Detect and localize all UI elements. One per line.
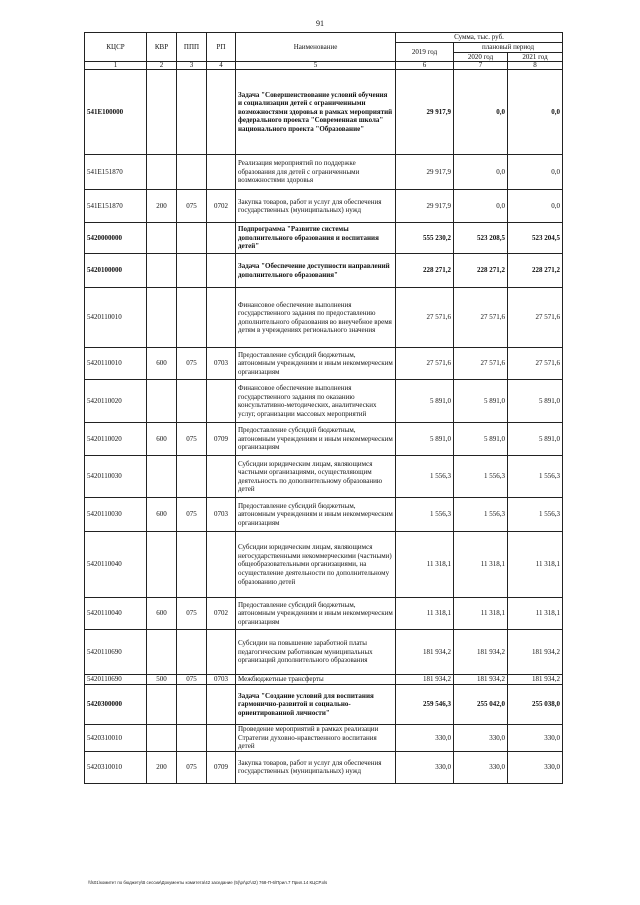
row-name-cell: Субсидии юридическим лицам, являющимся частными организациями, осуществляющим деятельность по дополнительному образованию детей <box>236 456 396 498</box>
row-2019-cell: 330,0 <box>396 725 454 752</box>
row-code-cell: 5420110010 <box>85 288 147 348</box>
row-ppp-cell: 075 <box>177 751 207 783</box>
table-row <box>85 70 563 155</box>
row-2021-cell: 181 934,2 <box>508 675 563 685</box>
row-rp-cell <box>207 456 236 498</box>
row-2019-cell: 1 556,3 <box>396 498 454 532</box>
header-year-2020: 2020 год <box>454 52 508 62</box>
row-2020-cell: 181 934,2 <box>454 675 508 685</box>
row-rp-cell <box>207 630 236 675</box>
row-2020-cell: 5 891,0 <box>454 423 508 456</box>
table-row <box>85 348 563 380</box>
row-2020-cell: 5 891,0 <box>454 380 508 423</box>
row-2020-cell: 330,0 <box>454 751 508 783</box>
row-rp-cell <box>207 223 236 254</box>
column-number: 5 <box>236 62 396 70</box>
table-row <box>85 456 563 498</box>
row-2020-cell: 0,0 <box>454 190 508 223</box>
row-2021-cell: 228 271,2 <box>508 254 563 288</box>
row-2020-cell: 27 571,6 <box>454 348 508 380</box>
row-kvr-cell: 200 <box>147 751 177 783</box>
column-number-row <box>85 62 563 70</box>
row-2021-cell: 255 038,0 <box>508 685 563 725</box>
row-2019-cell: 29 917,9 <box>396 70 454 155</box>
row-2021-cell: 27 571,6 <box>508 348 563 380</box>
table-row <box>85 498 563 532</box>
row-rp-cell: 0703 <box>207 675 236 685</box>
header-planned-period: плановый период <box>454 43 563 53</box>
row-2020-cell: 1 556,3 <box>454 456 508 498</box>
row-kvr-cell <box>147 630 177 675</box>
row-kvr-cell: 500 <box>147 675 177 685</box>
header-kvr: КВР <box>147 33 177 62</box>
row-name-cell: Финансовое обеспечение выполнения государственного задания по предоставлению дополнительного образования во внеучебное время детям в учреждениях регионального значения <box>236 288 396 348</box>
row-name-cell: Субсидии на повышение заработной платы педагогическим работникам муниципальных организаций дополнительного образования <box>236 630 396 675</box>
row-name-cell: Задача "Совершенствование условий обучения и социализации детей с ограниченными возможностями здоровья в рамках мероприятий федерального проекта "Современная школа" национального проекта "Образование" <box>236 70 396 155</box>
row-code-cell: 5420110010 <box>85 348 147 380</box>
row-kvr-cell <box>147 223 177 254</box>
row-kvr-cell <box>147 70 177 155</box>
row-name-cell: Предоставление субсидий бюджетным, автономным учреждениям и иным некоммерческим организациям <box>236 423 396 456</box>
row-2019-cell: 1 556,3 <box>396 456 454 498</box>
row-name-cell: Подпрограмма "Развитие системы дополнительного образования и воспитания детей" <box>236 223 396 254</box>
row-name-cell: Финансовое обеспечение выполнения государственного задания по оказанию консультативно-методических, аналитических услуг, организации массовых мероприятий <box>236 380 396 423</box>
row-name-cell: Задача "Создание условий для воспитания гармонично-развитой и социально-ориентированной личности" <box>236 685 396 725</box>
row-code-cell: 5420310010 <box>85 751 147 783</box>
table-row <box>85 190 563 223</box>
row-2021-cell: 0,0 <box>508 155 563 190</box>
row-2019-cell: 29 917,9 <box>396 155 454 190</box>
row-2020-cell: 228 271,2 <box>454 254 508 288</box>
row-2021-cell: 0,0 <box>508 70 563 155</box>
column-number: 4 <box>207 62 236 70</box>
table-row <box>85 630 563 675</box>
table-row <box>85 288 563 348</box>
row-2019-cell: 29 917,9 <box>396 190 454 223</box>
row-2021-cell: 5 891,0 <box>508 423 563 456</box>
row-rp-cell: 0702 <box>207 190 236 223</box>
row-code-cell: 5420110690 <box>85 675 147 685</box>
file-path-footer: \\fs01\комитет по бюджету\В сессии\Документы комитета\42 заседание (5)\pr\pz\42) 768-П-6\Прил.7 Прил.14 КЦСР.xls <box>88 880 328 885</box>
row-ppp-cell <box>177 380 207 423</box>
table-row <box>85 423 563 456</box>
table-row <box>85 751 563 783</box>
table-row <box>85 155 563 190</box>
row-kvr-cell <box>147 288 177 348</box>
row-2021-cell: 523 204,5 <box>508 223 563 254</box>
header-year-2019: 2019 год <box>396 43 454 62</box>
table-row <box>85 675 563 685</box>
row-kvr-cell: 600 <box>147 348 177 380</box>
row-kvr-cell <box>147 456 177 498</box>
row-2019-cell: 27 571,6 <box>396 348 454 380</box>
row-kvr-cell: 600 <box>147 423 177 456</box>
row-ppp-cell: 075 <box>177 598 207 630</box>
row-name-cell: Субсидии юридическим лицам, являющимся негосударственными некоммерческими (частными) общеобразовательными организациями, на осуществление деятельности по дополнительному образованию детей <box>236 532 396 598</box>
table-row <box>85 532 563 598</box>
row-kvr-cell <box>147 155 177 190</box>
row-2020-cell: 523 208,5 <box>454 223 508 254</box>
row-name-cell: Задача "Обеспечение доступности направлений дополнительного образования" <box>236 254 396 288</box>
row-2021-cell: 5 891,0 <box>508 380 563 423</box>
row-rp-cell: 0709 <box>207 751 236 783</box>
row-code-cell: 541E151870 <box>85 190 147 223</box>
row-2020-cell: 27 571,6 <box>454 288 508 348</box>
row-2021-cell: 11 318,1 <box>508 532 563 598</box>
row-2019-cell: 11 318,1 <box>396 532 454 598</box>
row-name-cell: Реализация мероприятий по поддержке образования для детей с ограниченными возможностями здоровья <box>236 155 396 190</box>
row-code-cell: 5420100000 <box>85 254 147 288</box>
row-2021-cell: 27 571,6 <box>508 288 563 348</box>
column-number: 3 <box>177 62 207 70</box>
header-kcsr: КЦСР <box>85 33 147 62</box>
row-2020-cell: 330,0 <box>454 725 508 752</box>
row-name-cell: Проведение мероприятий в рамках реализации Стратегии духовно-нравственного воспитания детей <box>236 725 396 752</box>
row-name-cell: Закупка товаров, работ и услуг для обеспечения государственных (муниципальных) нужд <box>236 751 396 783</box>
row-code-cell: 5420110020 <box>85 380 147 423</box>
row-2020-cell: 0,0 <box>454 70 508 155</box>
budget-table <box>84 32 563 784</box>
column-number: 2 <box>147 62 177 70</box>
row-ppp-cell <box>177 223 207 254</box>
row-2019-cell: 555 230,2 <box>396 223 454 254</box>
header-year-2021: 2021 год <box>508 52 563 62</box>
row-2019-cell: 5 891,0 <box>396 380 454 423</box>
row-name-cell: Предоставление субсидий бюджетным, автономным учреждениям и иным некоммерческим организациям <box>236 598 396 630</box>
row-rp-cell <box>207 254 236 288</box>
row-kvr-cell <box>147 685 177 725</box>
row-kvr-cell <box>147 380 177 423</box>
table-row <box>85 254 563 288</box>
row-2021-cell: 1 556,3 <box>508 498 563 532</box>
row-ppp-cell <box>177 288 207 348</box>
row-kvr-cell: 200 <box>147 190 177 223</box>
row-ppp-cell <box>177 70 207 155</box>
row-code-cell: 5420110040 <box>85 532 147 598</box>
row-2020-cell: 1 556,3 <box>454 498 508 532</box>
header-rp: РП <box>207 33 236 62</box>
row-2019-cell: 27 571,6 <box>396 288 454 348</box>
row-2019-cell: 228 271,2 <box>396 254 454 288</box>
row-2021-cell: 0,0 <box>508 190 563 223</box>
row-kvr-cell <box>147 725 177 752</box>
header-sum: Сумма, тыс. руб. <box>396 33 563 43</box>
row-rp-cell <box>207 532 236 598</box>
header-name: Наименование <box>236 33 396 62</box>
page-number: 91 <box>316 19 324 28</box>
row-code-cell: 5420110020 <box>85 423 147 456</box>
row-rp-cell <box>207 725 236 752</box>
row-name-cell: Предоставление субсидий бюджетным, автономным учреждениям и иным некоммерческим организациям <box>236 498 396 532</box>
row-code-cell: 541E100000 <box>85 70 147 155</box>
row-2020-cell: 11 318,1 <box>454 598 508 630</box>
column-number: 1 <box>85 62 147 70</box>
table-row <box>85 685 563 725</box>
row-ppp-cell <box>177 155 207 190</box>
column-number: 8 <box>508 62 563 70</box>
row-ppp-cell: 075 <box>177 423 207 456</box>
row-kvr-cell: 600 <box>147 498 177 532</box>
row-2021-cell: 11 318,1 <box>508 598 563 630</box>
row-2019-cell: 259 546,3 <box>396 685 454 725</box>
row-ppp-cell <box>177 725 207 752</box>
row-code-cell: 5420110040 <box>85 598 147 630</box>
row-2020-cell: 11 318,1 <box>454 532 508 598</box>
row-ppp-cell <box>177 456 207 498</box>
row-kvr-cell <box>147 254 177 288</box>
column-number: 7 <box>454 62 508 70</box>
row-code-cell: 541E151870 <box>85 155 147 190</box>
row-2020-cell: 0,0 <box>454 155 508 190</box>
row-ppp-cell <box>177 630 207 675</box>
row-ppp-cell <box>177 254 207 288</box>
row-2020-cell: 255 042,0 <box>454 685 508 725</box>
row-2019-cell: 181 934,2 <box>396 630 454 675</box>
row-rp-cell: 0702 <box>207 598 236 630</box>
table-row <box>85 598 563 630</box>
row-name-cell: Закупка товаров, работ и услуг для обеспечения государственных (муниципальных) нужд <box>236 190 396 223</box>
row-2019-cell: 181 934,2 <box>396 675 454 685</box>
row-2019-cell: 5 891,0 <box>396 423 454 456</box>
row-2021-cell: 330,0 <box>508 725 563 752</box>
row-name-cell: Предоставление субсидий бюджетным, автономным учреждениям и иным некоммерческим организациям <box>236 348 396 380</box>
table-row <box>85 223 563 254</box>
row-code-cell: 5420110030 <box>85 456 147 498</box>
header-ppp: ППП <box>177 33 207 62</box>
row-rp-cell: 0703 <box>207 348 236 380</box>
row-rp-cell <box>207 685 236 725</box>
row-ppp-cell <box>177 685 207 725</box>
column-number: 6 <box>396 62 454 70</box>
row-ppp-cell <box>177 532 207 598</box>
row-code-cell: 5420310010 <box>85 725 147 752</box>
row-ppp-cell: 075 <box>177 348 207 380</box>
row-rp-cell <box>207 70 236 155</box>
row-ppp-cell: 075 <box>177 675 207 685</box>
row-code-cell: 5420000000 <box>85 223 147 254</box>
row-rp-cell <box>207 155 236 190</box>
row-rp-cell <box>207 380 236 423</box>
row-2021-cell: 330,0 <box>508 751 563 783</box>
row-2021-cell: 181 934,2 <box>508 630 563 675</box>
row-kvr-cell: 600 <box>147 598 177 630</box>
table-row <box>85 725 563 752</box>
row-2021-cell: 1 556,3 <box>508 456 563 498</box>
table-row <box>85 380 563 423</box>
row-2020-cell: 181 934,2 <box>454 630 508 675</box>
row-rp-cell: 0709 <box>207 423 236 456</box>
row-rp-cell: 0703 <box>207 498 236 532</box>
row-kvr-cell <box>147 532 177 598</box>
row-code-cell: 5420300000 <box>85 685 147 725</box>
table-body <box>85 70 563 784</box>
row-ppp-cell: 075 <box>177 190 207 223</box>
row-code-cell: 5420110030 <box>85 498 147 532</box>
row-rp-cell <box>207 288 236 348</box>
row-ppp-cell: 075 <box>177 498 207 532</box>
row-2019-cell: 11 318,1 <box>396 598 454 630</box>
row-name-cell: Межбюджетные трансферты <box>236 675 396 685</box>
row-2019-cell: 330,0 <box>396 751 454 783</box>
row-code-cell: 5420110690 <box>85 630 147 675</box>
